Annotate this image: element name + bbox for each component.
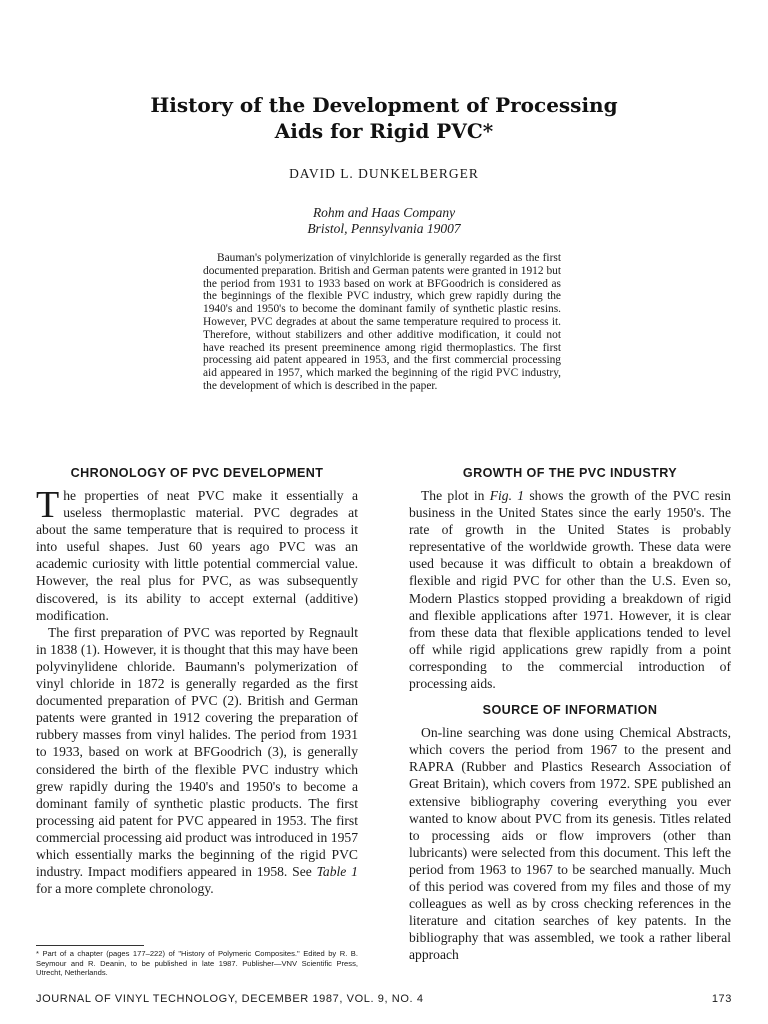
right-column — [409, 465, 731, 963]
author-name: DAVID L. DUNKELBERGER — [289, 166, 479, 181]
page-footer — [36, 993, 732, 1005]
footnote-divider — [36, 945, 144, 946]
growth-paragraph-start: The plot in — [421, 488, 485, 503]
abstract-text: Bauman's polymerization of vinylchloride is generally regarded as the first documented preparation. British and German patents were granted in 1912 but the period from 1931 to 1933 based on work at BFGoodrich is considered as the beginnings of the flexible PVC industry, which grew rapidly during the 1940's and 1950's to become the dominant family of synthetic plastic resins. However, PVC degrades at about the same temperature required to process it. Therefore, without stabilizers and other additive modification, it could not have reached its present preeminence among rigid thermoplastics. The first processing aid patent appeared in 1953, and the first commercial processing aid appeared in 1957, which marked the beginning of the rigid PVC industry, the development of which is described in the paper. — [203, 252, 561, 392]
chronology-paragraph-2-text: The first preparation of PVC was reported by Regnault in 1838 (1). However, it is thought that this may have been polyvinylidene chloride. Baumann's polymerization of vinyl chloride in 1872 is generally regarded as the first documented preparation of PVC (2). British and German patents were granted in 1912 covering the preparation of rubbery masses from vinyl halides. The period from 1931 to 1933, based on work at BFGoodrich (3), is generally considered the birth of the flexible PVC industry which grew rapidly during the 1940's and 1950's to become a dominant family of synthetic plastic products. The first processing aid patent for PVC appeared in 1953. The first commercial processing aid product was introduced in 1957 which essentially marks the beginning of the rigid PVC industry. Impact modifiers appeared in 1958. See — [36, 624, 358, 880]
section-heading-source: SOURCE OF INFORMATION — [482, 703, 658, 718]
article-title — [0, 92, 768, 144]
left-column — [36, 465, 358, 897]
table-reference: Table 1 — [316, 864, 358, 880]
affiliation-line-2: Bristol, Pennsylvania 19007 — [307, 221, 461, 236]
chronology-paragraph-1 — [36, 484, 358, 624]
section-heading-growth: GROWTH OF THE PVC INDUSTRY — [462, 466, 678, 480]
section-heading-chronology: CHRONOLOGY OF PVC DEVELOPMENT — [70, 466, 324, 480]
chronology-paragraph-2 — [36, 624, 358, 898]
growth-paragraph — [409, 487, 731, 692]
page-number: 173 — [711, 993, 732, 1005]
footnote: * Part of a chapter (pages 177–222) of "History of Polymeric Composites." Edited by R. B. Seymour and R. Deanin, to be published in late 1987. Publisher—VNV Scientific Press, Utrecht, Netherlands. — [36, 949, 358, 978]
right-column-body-1 — [409, 487, 731, 692]
figure-reference: Fig. 1 — [489, 488, 525, 503]
title-line-1: History of the Development of Processing — [150, 93, 618, 117]
drop-cap: T — [36, 484, 60, 526]
journal-citation: JOURNAL OF VINYL TECHNOLOGY, DECEMBER 1987, VOL. 9, NO. 4 — [36, 993, 424, 1005]
left-column-body — [36, 484, 358, 897]
source-paragraph: On-line searching was done using Chemical Abstracts, which covers the period from 1967 to the present and RAPRA (Rubber and Plastics Research Association of Great Britain), which covers from 1972. SPE published an extensive bibliography covering everything you ever wanted to know about PVC from its genesis. Titles related to processing aids or flow improvers (other than lubricants) were selected from this document. This left the period from 1963 to 1967 to be searched manually. Much of this period was covered from my files and those of my colleagues as well as by cross checking references in the literature and citation searches of key patents. In the bibliography that was assembled, we took a rather liberal approach — [409, 725, 731, 963]
affiliation — [0, 205, 768, 237]
chronology-paragraph-2-end: for a more complete chronology. — [36, 881, 214, 897]
growth-paragraph-rest: shows the growth of the PVC resin business in the United States since the early 1950's. The rate of growth in the United States is probably representative of the worldwide growth. These data were used because it was difficult to obtain a breakdown of flexible and rigid PVC for other than the U.S. Even so, Modern Plastics stopped providing a breakdown of rigid and flexible applications after 1971. However, it is clear from these data that flexible applications tended to level off while rigid applications grew rapidly from a point corresponding to the commercial introduction of processing aids. — [409, 488, 731, 692]
title-line-2: Aids for Rigid PVC* — [274, 119, 494, 143]
abstract — [203, 252, 561, 393]
affiliation-line-1: Rohm and Haas Company — [312, 205, 456, 220]
right-column-body-2 — [409, 724, 731, 963]
chronology-paragraph-1-text: he properties of neat PVC make it essentially a useless thermoplastic material. PVC degrades at about the same temperature that is required to process it into useful shapes. Just 60 years ago PVC was an academic curiosity with little potential commercial value. However, the real plus for PVC, as was subsequently discovered, is its ability to accept external (additive) modification. — [36, 488, 358, 623]
